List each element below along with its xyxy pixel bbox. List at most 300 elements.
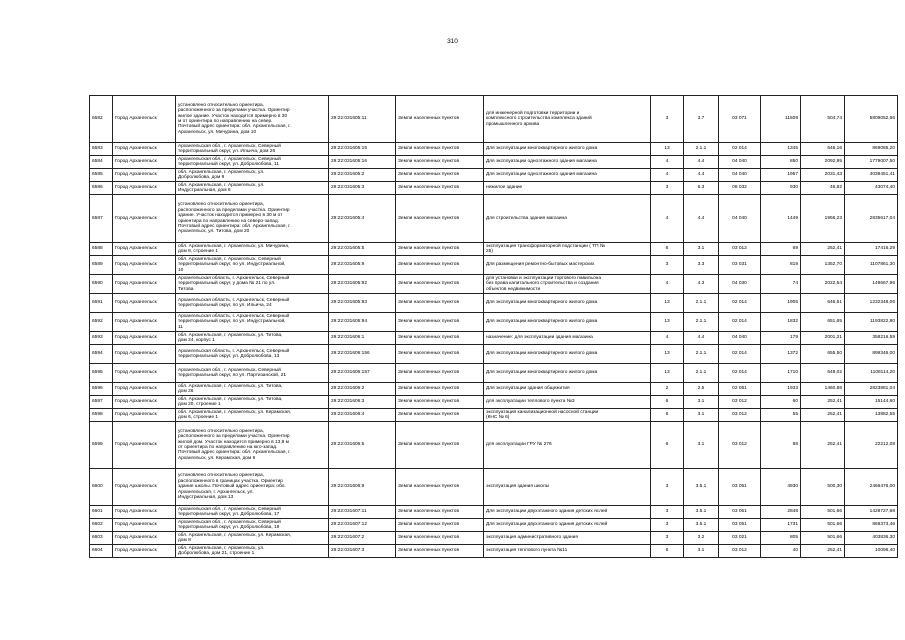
cadastral-number-cell: 29:22:031605:15 [329,143,396,156]
cadastral-value-cell: 22212,08 [845,422,898,469]
row-number-cell: 6601 [90,506,113,519]
address-cell: Архангельская обл., г. Архангельск, Северный территориальный округ, ул. Добролюбова, 19 [176,519,329,532]
vri-code-cell: 03 012 [719,243,761,256]
land-category-cell: Земли населенных пунктов [396,313,484,332]
land-category-cell: Земли населенных пунктов [396,469,484,506]
use-code-cell: 3.1 [684,545,719,558]
table-row [90,332,898,345]
vri-code-cell: 03 012 [719,422,761,469]
city-cell: Город Архангельск [113,332,176,345]
area-cell: 4930 [761,469,801,506]
area-cell: 1710 [761,364,801,383]
cadastral-number-cell: 29:22:031605:92 [329,275,396,294]
area-cell: 805 [761,532,801,545]
cadastral-value-cell: 17416,29 [845,243,898,256]
vri-code-cell: 03 051 [719,469,761,506]
area-cell: 1345 [761,143,801,156]
use-code-cell: 3.3 [684,256,719,275]
permitted-use-cell: Для эксплуатации здания общежития [484,383,651,396]
use-code-cell: 3.5.1 [684,519,719,532]
use-code-cell: 3.1 [684,422,719,469]
address-cell: установлено относительно ориентира, расположенного в границах участка. Ориентир здание школы. Почтовый адрес ориентира: обл. Архангельская, г. Архангельск, ул. Индустриальная, дом 13 [176,469,329,506]
group-cell: 4 [651,156,684,169]
area-cell: 40 [761,545,801,558]
land-registry-table [89,95,898,558]
table-row [90,383,898,396]
specific-value-cell: 252,41 [801,396,845,409]
vri-code-cell: 02 014 [719,143,761,156]
row-number-cell: 6596 [90,383,113,396]
group-cell: 4 [651,275,684,294]
city-cell: Город Архангельск [113,545,176,558]
table-row [90,409,898,422]
permitted-use-cell: Для эксплуатации многоквартирного жилого дома [484,345,651,364]
land-category-cell: Земли населенных пунктов [396,195,484,243]
land-category-cell: Земли населенных пунктов [396,169,484,182]
city-cell: Город Архангельск [113,182,176,195]
table-row [90,519,898,532]
address-cell: Архангельская область, г. Архангельск, Северный территориальный округ, по ул. Ильича, 24 [176,294,329,313]
group-cell: 13 [651,143,684,156]
address-cell: установлено относительно ориентира, расположенного за пределами участка. Ориентир здание. Участок находится примерно в 30 м от ориентира по направлению на северо-запад. Почтовый адрес ориентира: обл. Архангельская, г. Архангельск, ул. Титова, дом 20 [176,195,329,243]
cadastral-value-cell: 15144,60 [845,396,898,409]
vri-code-cell: 04 040 [719,169,761,182]
group-cell: 6 [651,545,684,558]
city-cell: Город Архангельск [113,409,176,422]
vri-code-cell: 03 012 [719,409,761,422]
cadastral-value-cell: 4039451,41 [845,169,898,182]
area-cell: 88 [761,422,801,469]
cadastral-number-cell: 29:22:031605:9 [329,256,396,275]
specific-value-cell: 655,50 [801,345,845,364]
use-code-cell: 4.4 [684,332,719,345]
address-cell: обл. Архангельская, г. Архангельск, ул. Индустриальная, дом 6 [176,182,329,195]
cadastral-number-cell: 29:22:031605:4 [329,195,396,243]
city-cell: Город Архангельск [113,519,176,532]
specific-value-cell: 500,30 [801,469,845,506]
cadastral-value-cell: 1428727,68 [845,506,898,519]
permitted-use-cell: Для эксплуатации многоквартирного жилого дома [484,294,651,313]
address-cell: установлено относительно ориентира, расположенного за пределами участка. Ориентир жилое здание. Участок находится примерно в 30 м от ориентира по направлению на север. Почтовый адрес ориентира: обл. Архангельская, г. Архангельск, ул. Мичурина, дом 10 [176,96,329,143]
vri-code-cell: 02 014 [719,313,761,332]
row-number-cell: 6598 [90,409,113,422]
address-cell: обл. Архангельская, г. Архангельск, ул. Добролюбова, дом 9 [176,169,329,182]
vri-code-cell: 04 040 [719,332,761,345]
land-category-cell: Земли населенных пунктов [396,506,484,519]
table-row [90,313,898,332]
use-code-cell: 4.4 [684,156,719,169]
table-row [90,469,898,506]
vri-code-cell: 02 014 [719,294,761,313]
land-category-cell: Земли населенных пунктов [396,364,484,383]
land-category-cell: Земли населенных пунктов [396,332,484,345]
use-code-cell: 4.4 [684,195,719,243]
cadastral-value-cell: 2466476,00 [845,469,898,506]
address-cell: обл. Архангельская, г. Архангельск, ул. Титова, дом 24, корпус 1 [176,332,329,345]
address-cell: Архангельская обл., г. Архангельск, Северный территориальный округ, ул. Ильича, дом 26 [176,143,329,156]
land-category-cell: Земли населенных пунктов [396,409,484,422]
permitted-use-cell: для эксплуатации ГРУ № 276 [484,422,651,469]
group-cell: 3 [651,256,684,275]
cadastral-value-cell: 869085,20 [845,143,898,156]
table-row [90,243,898,256]
vri-code-cell: 02 051 [719,383,761,396]
cadastral-number-cell: 29:22:031606:9 [329,469,396,506]
address-cell: обл. Архангельская, г. Архангельск, ул. Керамская, дом 6, строение 1 [176,409,329,422]
vri-code-cell: 04 040 [719,156,761,169]
specific-value-cell: 1352,70 [801,256,845,275]
vri-code-cell: 03 031 [719,256,761,275]
permitted-use-cell: Для эксплуатации многоквартирного жилого дома [484,143,651,156]
row-number-cell: 6597 [90,396,113,409]
use-code-cell: 2.1.1 [684,364,719,383]
area-cell: 11509 [761,96,801,143]
group-cell: 4 [651,169,684,182]
permitted-use-cell: Для эксплуатации одноэтажного здания магазина [484,156,651,169]
row-number-cell: 6590 [90,275,113,294]
land-category-cell: Земли населенных пунктов [396,96,484,143]
table-row [90,156,898,169]
address-cell: Архангельская область, г. Архангельск, Северный территориальный округ, ул. Добролюбова, 13 [176,345,329,364]
row-number-cell: 6604 [90,545,113,558]
address-cell: Архангельская область, г. Архангельск, Северный территориальный округ, у дома № 21 по ул. Титова [176,275,329,294]
group-cell: 6 [651,409,684,422]
permitted-use-cell: для инженерной подготовки территории и комплексного строительства комплекса зданий промышленного архива [484,96,651,143]
area-cell: 1933 [761,383,801,396]
cadastral-number-cell: 29:22:031606:1 [329,332,396,345]
group-cell: 13 [651,313,684,332]
city-cell: Город Архангельск [113,469,176,506]
land-category-cell: Земли населенных пунктов [396,396,484,409]
city-cell: Город Архангельск [113,275,176,294]
area-cell: 1832 [761,313,801,332]
cadastral-number-cell: 29:22:031606:156 [329,345,396,364]
group-cell: 6 [651,422,684,469]
group-cell: 13 [651,294,684,313]
area-cell: 930 [761,182,801,195]
address-cell: обл. Архангельская, г. Архангельск, Северный территориальный округ, по ул. Индустриальной, 10 [176,256,329,275]
land-category-cell: Земли населенных пунктов [396,345,484,364]
table-row [90,96,898,143]
address-cell: Архангельская обл., г. Архангельск, Северный территориальный округ, ул. Добролюбова, 17 [176,506,329,519]
specific-value-cell: 501,66 [801,519,845,532]
group-cell: 13 [651,345,684,364]
use-code-cell: 4.4 [684,169,719,182]
vri-code-cell: 03 012 [719,396,761,409]
city-cell: Город Архангельск [113,195,176,243]
cadastral-value-cell: 149667,96 [845,275,898,294]
address-cell: обл. Архангельская, г. Архангельск, ул. Титова, дом 20, строение 1 [176,396,329,409]
vri-code-cell: 04 040 [719,195,761,243]
city-cell: Город Архангельск [113,345,176,364]
permitted-use-cell: Для строительства здания магазина [484,195,651,243]
row-number-cell: 6602 [90,519,113,532]
cadastral-value-cell: 13882,55 [845,409,898,422]
land-category-cell: Земли населенных пунктов [396,182,484,195]
table-row [90,532,898,545]
land-category-cell: Земли населенных пунктов [396,243,484,256]
permitted-use-cell: Для эксплуатации одноэтажного здания магазина [484,169,651,182]
permitted-use-cell: эксплуатация административного здания [484,532,651,545]
area-cell: 60 [761,396,801,409]
cadastral-value-cell: 1193822,80 [845,313,898,332]
cadastral-number-cell: 29:22:031607:12 [329,519,396,532]
land-category-cell: Земли населенных пунктов [396,519,484,532]
table-row [90,169,898,182]
vri-code-cell: 04 030 [719,275,761,294]
table-row [90,396,898,409]
cadastral-value-cell: 1232348,06 [845,294,898,313]
row-number-cell: 6583 [90,143,113,156]
permitted-use-cell: Для размещения ремонтно-бытовых мастерских [484,256,651,275]
cadastral-number-cell: 29:22:031607:3 [329,545,396,558]
specific-value-cell: 2031,43 [801,169,845,182]
row-number-cell: 6599 [90,422,113,469]
use-code-cell: 2.1.1 [684,345,719,364]
row-number-cell: 6592 [90,313,113,332]
cadastral-number-cell: 29:22:031606:5 [329,422,396,469]
cadastral-number-cell: 29:22:031605:2 [329,169,396,182]
city-cell: Город Архангельск [113,396,176,409]
group-cell: 3 [651,532,684,545]
use-code-cell: 6.3 [684,182,719,195]
use-code-cell: 3.1 [684,396,719,409]
group-cell: 3 [651,469,684,506]
address-cell: Архангельская обл., г. Архангельск, Северный территориальный округ, по ул. Партизанской, 21 [176,364,329,383]
permitted-use-cell: Для эксплуатации многоквартирного жилого дома [484,364,651,383]
permitted-use-cell: нежилое здание [484,182,651,195]
specific-value-cell: 46,82 [801,182,845,195]
specific-value-cell: 2001,21 [801,332,845,345]
land-category-cell: Земли населенных пунктов [396,294,484,313]
address-cell: Архангельская область, г. Архангельск, Северный территориальный округ, по ул. Индустриальной, 11 [176,313,329,332]
city-cell: Город Архангельск [113,143,176,156]
permitted-use-cell: Для эксплуатации многоквартирного жилого дома [484,313,651,332]
cadastral-value-cell: 2835617,04 [845,195,898,243]
permitted-use-cell: эксплуатация канализационной насосной станции (КНС № 6) [484,409,651,422]
cadastral-value-cell: 868373,46 [845,519,898,532]
area-cell: 1957 [761,169,801,182]
cadastral-number-cell: 29:22:031605:93 [329,294,396,313]
cadastral-value-cell: 2823881,04 [845,383,898,396]
table-row [90,143,898,156]
vri-code-cell: 03 051 [719,519,761,532]
area-cell: 819 [761,256,801,275]
area-cell: 55 [761,409,801,422]
row-number-cell: 6591 [90,294,113,313]
city-cell: Город Архангельск [113,364,176,383]
table-row [90,294,898,313]
cadastral-number-cell: 29:22:031605:11 [329,96,396,143]
table-row [90,506,898,519]
cadastral-number-cell: 29:22:031605:94 [329,313,396,332]
cadastral-number-cell: 29:22:031607:2 [329,532,396,545]
table-row [90,345,898,364]
permitted-use-cell: эксплуатация трансформаторной подстанции ( ТП № 25) [484,243,651,256]
specific-value-cell: 646,51 [801,294,845,313]
cadastral-number-cell: 29:22:031605:5 [329,243,396,256]
land-category-cell: Земли населенных пунктов [396,143,484,156]
permitted-use-cell: назначение: для эксплуатации здания магазина [484,332,651,345]
use-code-cell: 2.5 [684,383,719,396]
specific-value-cell: 252,41 [801,243,845,256]
row-number-cell: 6582 [90,96,113,143]
row-number-cell: 6603 [90,532,113,545]
specific-value-cell: 646,16 [801,143,845,156]
area-cell: 74 [761,275,801,294]
table-row [90,275,898,294]
address-cell: установлено относительно ориентира, расположенного за пределами участка. Ориентир жилой дом. Участок находится примерно в 13,8 м от ориентира по направлению на юго-запад. Почтовый адрес ориентира: обл. Архангельская, г. Архангельск, ул. Керамская, дом 6 [176,422,329,469]
vri-code-cell: 06 032 [719,182,761,195]
table-row [90,256,898,275]
city-cell: Город Архангельск [113,256,176,275]
land-category-cell: Земли населенных пунктов [396,422,484,469]
cadastral-value-cell: 1108114,20 [845,364,898,383]
address-cell: обл. Архангельская, г. Архангельск, ул. Добролюбова, дом 21, строение 1 [176,545,329,558]
vri-code-cell: 03 071 [719,96,761,143]
vri-code-cell: 03 051 [719,506,761,519]
use-code-cell: 3.1 [684,409,719,422]
group-cell: 3 [651,96,684,143]
use-code-cell: 2.1.1 [684,313,719,332]
table-row [90,195,898,243]
row-number-cell: 6600 [90,469,113,506]
area-cell: 69 [761,243,801,256]
specific-value-cell: 648,02 [801,364,845,383]
cadastral-value-cell: 43074,40 [845,182,898,195]
permitted-use-cell: для установки и эксплуатации торгового павильона без права капитального строительства и создания объектов недвижимости [484,275,651,294]
table-row [90,364,898,383]
vri-code-cell: 03 012 [719,545,761,558]
cadastral-value-cell: 1779007,50 [845,156,898,169]
row-number-cell: 6585 [90,169,113,182]
permitted-use-cell: Для эксплуатации двухэтажного здания детских яслей [484,506,651,519]
table-row [90,422,898,469]
cadastral-value-cell: 899346,00 [845,345,898,364]
specific-value-cell: 252,41 [801,409,845,422]
land-category-cell: Земли населенных пунктов [396,256,484,275]
permitted-use-cell: эксплуатация теплового пункта №11 [484,545,651,558]
cadastral-value-cell: 1107861,30 [845,256,898,275]
specific-value-cell: 252,41 [801,422,845,469]
area-cell: 1372 [761,345,801,364]
group-cell: 13 [651,364,684,383]
page-number: 310 [447,38,458,45]
cadastral-number-cell: 29:22:031606:4 [329,409,396,422]
table-body [90,96,898,558]
group-cell: 6 [651,396,684,409]
specific-value-cell: 1460,88 [801,383,845,396]
table-row [90,182,898,195]
land-category-cell: Земли населенных пунктов [396,383,484,396]
use-code-cell: 3.2 [684,532,719,545]
row-number-cell: 6595 [90,364,113,383]
specific-value-cell: 651,65 [801,313,845,332]
specific-value-cell: 501,66 [801,506,845,519]
group-cell: 3 [651,182,684,195]
use-code-cell: 3.5.1 [684,506,719,519]
cadastral-value-cell: 403836,30 [845,532,898,545]
row-number-cell: 6589 [90,256,113,275]
area-cell: 1731 [761,519,801,532]
use-code-cell: 3.5.1 [684,469,719,506]
land-category-cell: Земли населенных пунктов [396,545,484,558]
address-cell: Архангельская обл., г. Архангельск, Северный территориальный округ, ул. Добролюбова, 11 [176,156,329,169]
city-cell: Город Архангельск [113,383,176,396]
specific-value-cell: 501,66 [801,532,845,545]
address-cell: обл. Архангельская, г. Архангельск, ул. Керамская, дом 8 [176,532,329,545]
specific-value-cell: 1956,23 [801,195,845,243]
specific-value-cell: 2022,54 [801,275,845,294]
group-cell: 3 [651,519,684,532]
vri-code-cell: 03 021 [719,532,761,545]
city-cell: Город Архангельск [113,96,176,143]
group-cell: 3 [651,506,684,519]
land-category-cell: Земли населенных пунктов [396,275,484,294]
specific-value-cell: 252,41 [801,545,845,558]
row-number-cell: 6588 [90,243,113,256]
area-cell: 850 [761,156,801,169]
city-cell: Город Архангельск [113,294,176,313]
use-code-cell: 2.1.1 [684,143,719,156]
permitted-use-cell: Для эксплуатации двухэтажного здания детских яслей [484,519,651,532]
group-cell: 2 [651,383,684,396]
permitted-use-cell: эксплуатация здания школы [484,469,651,506]
cadastral-value-cell: 358216,59 [845,332,898,345]
cadastral-number-cell: 29:22:031606:2 [329,383,396,396]
city-cell: Город Архангельск [113,422,176,469]
address-cell: обл. Архангельская, г. Архангельск, ул. Мичурина, дом 8, строение 1 [176,243,329,256]
area-cell: 2848 [761,506,801,519]
vri-code-cell: 02 014 [719,364,761,383]
cadastral-number-cell: 29:22:031605:16 [329,156,396,169]
row-number-cell: 6587 [90,195,113,243]
row-number-cell: 6594 [90,345,113,364]
use-code-cell: 4.3 [684,275,719,294]
city-cell: Город Архангельск [113,532,176,545]
city-cell: Город Архангельск [113,169,176,182]
cadastral-value-cell: 5809052,66 [845,96,898,143]
use-code-cell: 3.7 [684,96,719,143]
group-cell: 6 [651,243,684,256]
cadastral-value-cell: 10096,40 [845,545,898,558]
cadastral-number-cell: 29:22:031607:11 [329,506,396,519]
group-cell: 4 [651,195,684,243]
group-cell: 4 [651,332,684,345]
area-cell: 1905 [761,294,801,313]
specific-value-cell: 504,74 [801,96,845,143]
table-row [90,545,898,558]
address-cell: обл. Архангельская, г. Архангельск, ул. Титова, дом 26 [176,383,329,396]
row-number-cell: 6586 [90,182,113,195]
cadastral-number-cell: 29:22:031606:157 [329,364,396,383]
cadastral-number-cell: 29:22:031606:3 [329,396,396,409]
row-number-cell: 6584 [90,156,113,169]
use-code-cell: 2.1.1 [684,294,719,313]
city-cell: Город Архангельск [113,156,176,169]
city-cell: Город Архангельск [113,243,176,256]
use-code-cell: 3.1 [684,243,719,256]
city-cell: Город Архангельск [113,506,176,519]
vri-code-cell: 02 014 [719,345,761,364]
land-category-cell: Земли населенных пунктов [396,532,484,545]
row-number-cell: 6593 [90,332,113,345]
cadastral-number-cell: 29:22:031605:3 [329,182,396,195]
specific-value-cell: 2092,95 [801,156,845,169]
area-cell: 1449 [761,195,801,243]
area-cell: 179 [761,332,801,345]
city-cell: Город Архангельск [113,313,176,332]
